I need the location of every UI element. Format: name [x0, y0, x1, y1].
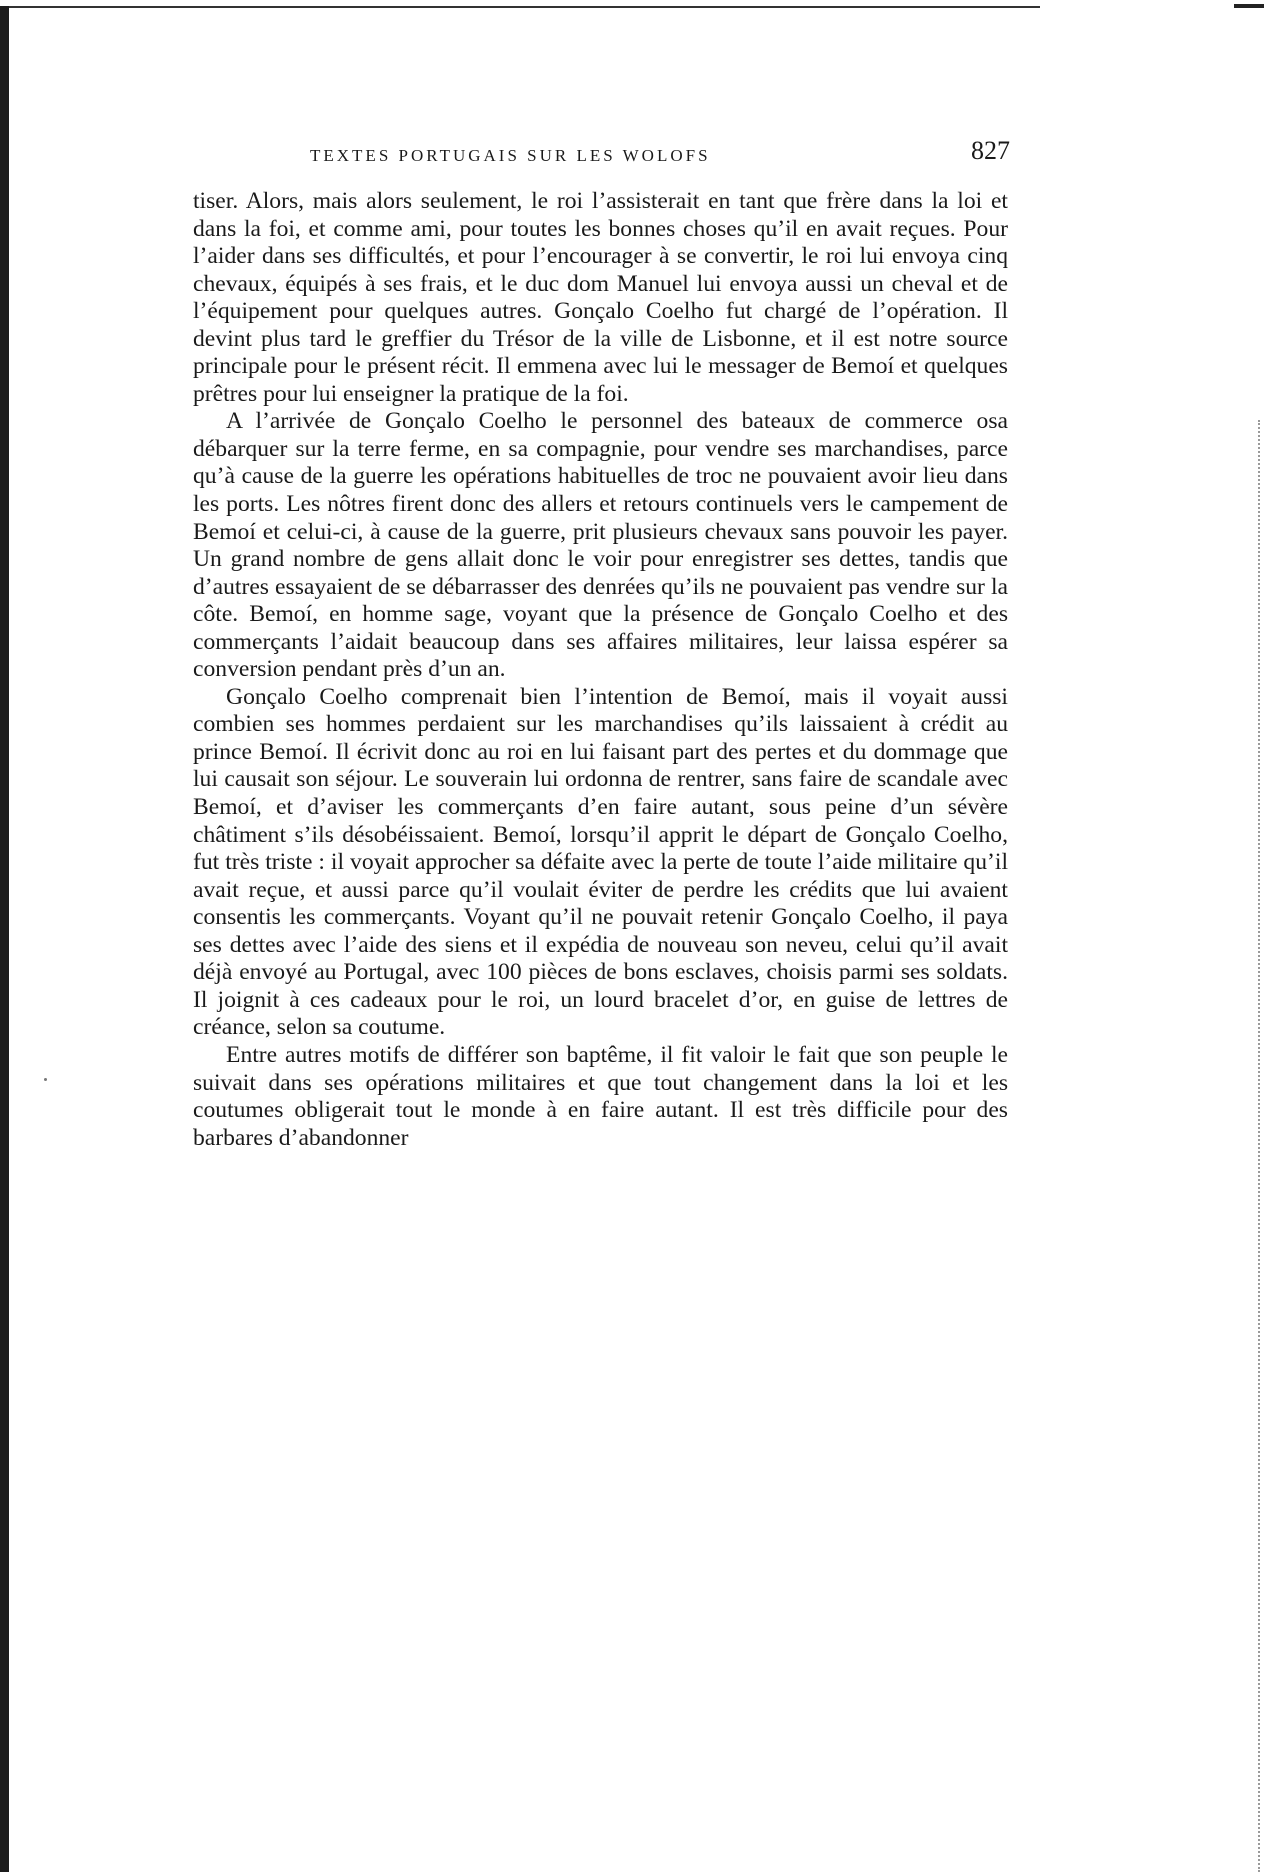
- scan-left-edge: [0, 6, 9, 1872]
- page-number: 827: [971, 136, 1010, 165]
- scan-speck: [44, 1078, 47, 1081]
- body-text: [193, 188, 1008, 1152]
- scan-right-edge-mark: [1234, 4, 1264, 8]
- running-title: TEXTES PORTUGAIS SUR LES WOLOFS: [310, 146, 711, 165]
- scan-right-edge: [1258, 420, 1260, 1872]
- paragraph: A l’arrivée de Gonçalo Coelho le personnel des bateaux de commerce osa débarquer sur la terre ferme, en sa compagnie, pour vendre ses marchandises, parce qu’à cause de la guerre les opérations habituelles de troc ne pouvaient avoir lieu dans les ports. Les nôtres firent donc des allers et retours continuels vers le campement de Bemoí et celui-ci, à cause de la guerre, prit plusieurs chevaux sans pouvoir les payer. Un grand nombre de gens allait donc le voir pour enregistrer ses dettes, tandis que d’autres essayaient de se débarrasser des denrées qu’ils ne pouvaient pas vendre sur la côte. Bemoí, en homme sage, voyant que la présence de Gonçalo Coelho et des commerçants l’aidait beaucoup dans ses affaires militaires, leur laissa espérer sa conversion pendant près d’un an.: [193, 408, 1008, 683]
- paragraph: tiser. Alors, mais alors seulement, le roi l’assisterait en tant que frère dans la loi et dans la foi, et comme ami, pour toutes les bonnes choses qu’il en avait reçues. Pour l’aider dans ses difficultés, et pour l’encourager à se convertir, le roi lui envoya cinq chevaux, équipés à ses frais, et le duc dom Manuel lui envoya aussi un cheval et de l’équipement pour quelques autres. Gonçalo Coelho fut chargé de l’opération. Il devint plus tard le greffier du Trésor de la ville de Lisbonne, et il est notre source principale pour le présent récit. Il emmena avec lui le messager de Bemoí et quelques prêtres pour lui enseigner la pratique de la foi.: [193, 188, 1008, 407]
- paragraph: Entre autres motifs de différer son baptême, il fit valoir le fait que son peuple le suivait dans ses opérations militaires et que tout changement dans la loi et les coutumes obligerait tout le monde à en faire autant. Il est très difficile pour des barbares d’abandonner: [193, 1041, 1008, 1151]
- running-head: [196, 130, 1064, 174]
- paragraph: Gonçalo Coelho comprenait bien l’intention de Bemoí, mais il voyait aussi combien ses hommes perdaient sur les marchandises qu’ils laissaient à crédit au prince Bemoí. Il écrivit donc au roi en lui faisant part des pertes et du dommage que lui causait son séjour. Le souverain lui ordonna de rentrer, sans faire de scandale avec Bemoí, et d’aviser les commerçants d’en faire autant, sous peine d’un sévère châtiment s’ils désobéissaient. Bemoí, lorsqu’il apprit le départ de Gonçalo Coelho, fut très triste : il voyait approcher sa défaite avec la perte de toute l’aide militaire qu’il avait reçue, et aussi parce qu’il voulait éviter de perdre les crédits que lui avaient consentis les commerçants. Voyant qu’il ne pouvait retenir Gonçalo Coelho, il paya ses dettes avec l’aide des siens et il expédia de nouveau son neveu, celui qu’il avait déjà envoyé au Portugal, avec 100 pièces de bons esclaves, choisis parmi ses soldats. Il joignit à ces cadeaux pour le roi, un lourd bracelet d’or, en guise de lettres de créance, selon sa coutume.: [193, 683, 1008, 1041]
- scan-top-rule: [0, 6, 1040, 8]
